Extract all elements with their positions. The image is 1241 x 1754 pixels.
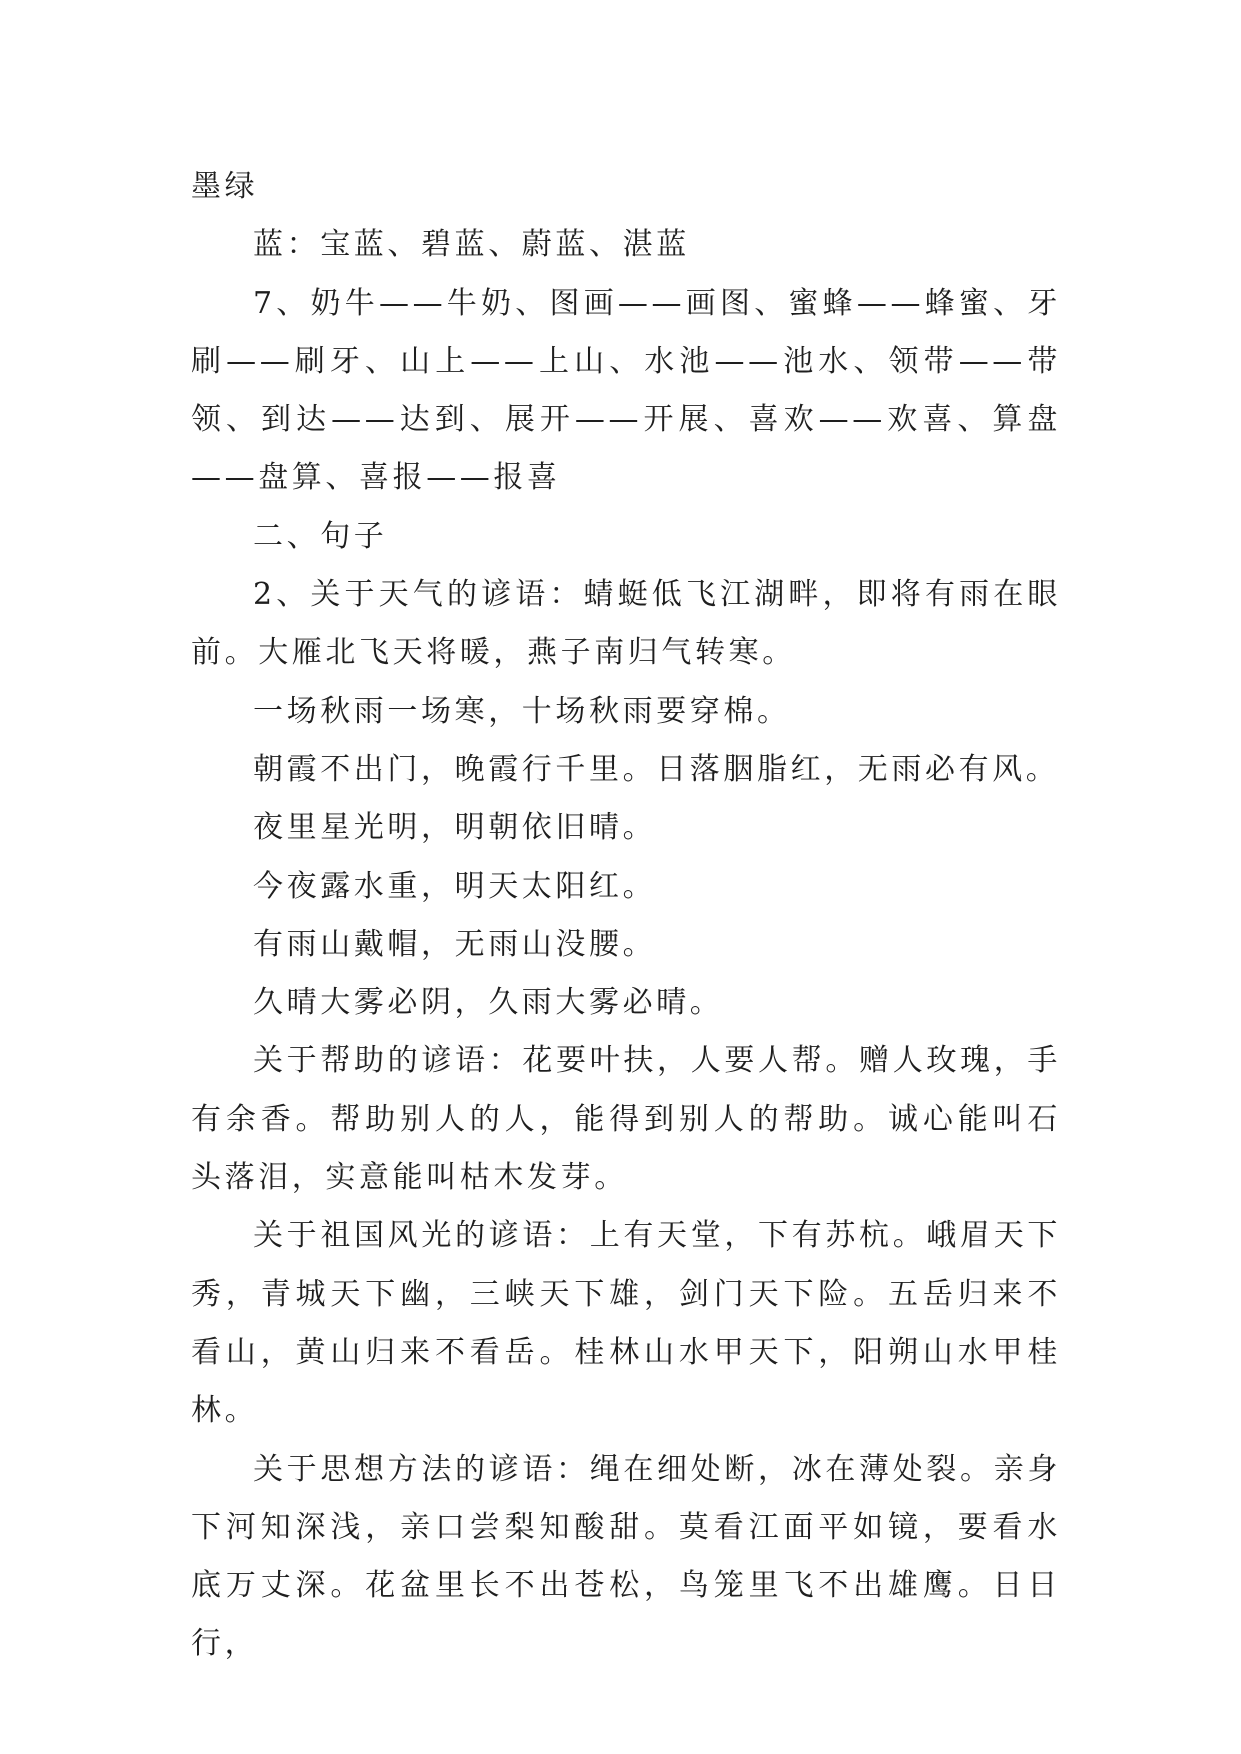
paragraph-scenery-proverbs: 关于祖国风光的谚语：上有天堂，下有苏杭。峨眉天下秀，青城天下幽，三峡天下雄，剑门天下险。五岳归来不看山，黄山归来不看岳。桂林山水甲天下，阳朔山水甲桂林。 [191,1218,1061,1429]
paragraph-dark-green: 墨绿 [191,169,259,204]
document-body [191,158,1061,1674]
paragraph-weather-proverbs: 2、关于天气的谚语：蜻蜓低飞江湖畔，即将有雨在眼前。大雁北飞天将暖，燕子南归气转寒。 [191,577,1061,671]
proverb-line: 今夜露水重，明天太阳红。 [253,868,657,904]
paragraph-helping-proverbs: 关于帮助的谚语：花要叶扶，人要人帮。赠人玫瑰，手有余香。帮助别人的人，能得到别人的帮助。诚心能叫石头落泪，实意能叫枯木发芽。 [191,1043,1061,1196]
proverb-line: 夜里星光明，明朝依旧晴。 [253,810,657,846]
section-heading-sentences: 二、句子 [253,518,388,554]
proverb-line: 一场秋雨一场寒，十场秋雨要穿棉。 [253,693,791,729]
proverb-line: 朝霞不出门，晚霞行千里。日落胭脂红，无雨必有风。 [253,751,1060,787]
paragraph-thinking-proverbs: 关于思想方法的谚语：绳在细处断，冰在薄处裂。亲身下河知深浅，亲口尝梨知酸甜。莫看江面平如镜，要看水底万丈深。花盆里长不出苍松，鸟笼里飞不出雄鹰。日日行， [191,1451,1061,1662]
proverb-line: 有雨山戴帽，无雨山没腰。 [253,926,657,962]
paragraph-reversed-words: 7、奶牛——牛奶、图画——画图、蜜蜂——蜂蜜、牙刷——刷牙、山上——上山、水池——池水、领带——带领、到达——达到、展开——开展、喜欢——欢喜、算盘——盘算、喜报——报喜 [191,285,1061,496]
paragraph-blue-words: 蓝：宝蓝、碧蓝、蔚蓝、湛蓝 [253,227,690,263]
proverb-line: 久晴大雾必阴，久雨大雾必晴。 [253,985,724,1021]
